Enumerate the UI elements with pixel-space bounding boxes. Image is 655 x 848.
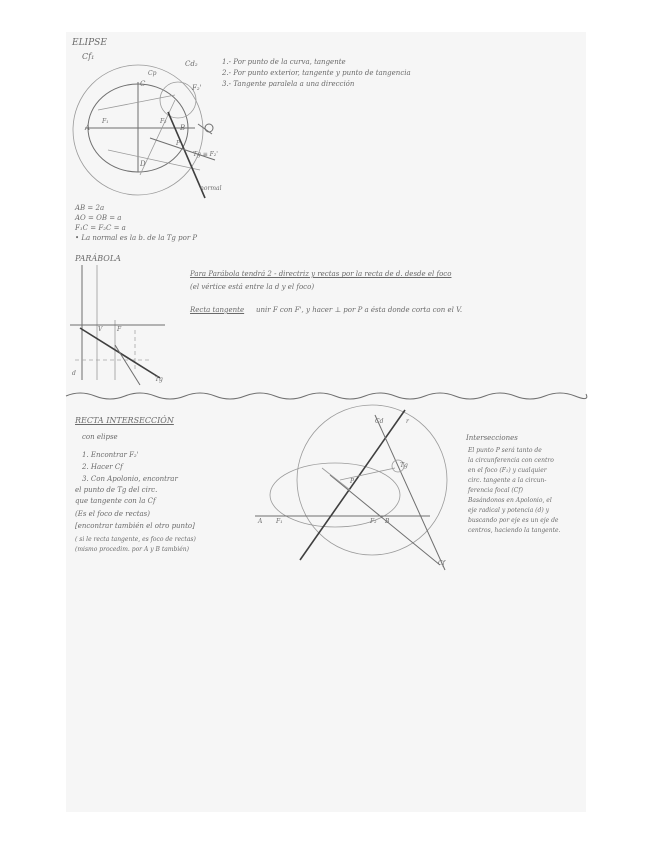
inter-label-f1: F₁ [276, 518, 283, 525]
ellipse-axis-label-cp: Cp [148, 70, 157, 77]
ellipse-note: 1.- Por punto de la curva, tangente [222, 58, 346, 66]
ellipse-circle-label: Cf₁ [82, 52, 95, 61]
ellipse-f2prime-label: F₂' [192, 84, 202, 92]
ellipse-axis-label-d: D [140, 160, 146, 168]
ellipse-axis-label-a: A [85, 124, 91, 132]
ellipse-axis-label-b: B [180, 124, 186, 132]
inter-label-cd: Cd [375, 418, 384, 425]
ellipse-axis-label-f1: F₁ [102, 118, 109, 125]
step-line: ( si le recta tangente, es foco de rectas) [75, 536, 196, 543]
ellipse-p-label: P [176, 140, 181, 147]
inter-label-r: r [406, 418, 409, 425]
intersection-right-heading: Intersecciones [466, 434, 518, 442]
right-note: ferencia focal (Cf) [468, 487, 523, 494]
right-note: en el foco (F₁) y cualquier [468, 467, 547, 474]
step-line: (Es el foco de rectas) [75, 510, 150, 518]
right-note: El punto P será tanto de [468, 447, 542, 454]
step-line: [encontrar también el otro punto] [75, 522, 195, 530]
right-note: centros, haciendo la tangente. [468, 527, 561, 534]
intersection-heading: RECTA INTERSECCIÓN [75, 416, 174, 425]
right-note: eje radical y potencia (d) y [468, 507, 549, 514]
ellipse-cd-label: Cd₂ [185, 60, 198, 68]
ellipse-note: 3.- Tangente paralela a una dirección [222, 80, 355, 88]
parabola-label-f: F [117, 326, 122, 333]
inter-label-tg: Tg [400, 462, 408, 469]
ellipse-axis-label-c: C [140, 80, 146, 88]
parabola-tangent-label: Recta tangente [190, 306, 245, 314]
step-line: 2. Hacer Cf [82, 463, 123, 471]
parabola-label-v: V [98, 326, 103, 333]
step-line: 3. Con Apolonio, encontrar [82, 475, 178, 483]
right-note: Basándonos en Apolonio, el [468, 497, 552, 504]
ellipse-note: 2.- Por punto exterior, tangente y punto de tangencia [222, 69, 411, 77]
formula-line: • La normal es la b. de la Tg por P [75, 234, 198, 242]
inter-label-a: A [258, 518, 263, 525]
parabola-label-tg: Tg [155, 376, 163, 383]
ellipse-axis-label-f2: F₂ [160, 118, 167, 125]
formula-line: AB = 2a [75, 204, 105, 212]
intersection-subheading: con elipse [82, 433, 118, 441]
right-note: circ. tangente a la circun- [468, 477, 547, 484]
right-note: la circunferencia con centro [468, 457, 554, 464]
step-line: el punto de Tg del circ. [75, 486, 158, 494]
parabola-tangent-text: unir F con F', y hacer ⊥ por P a ésta donde corta con el V. [256, 306, 463, 314]
inter-label-cf: Cf [438, 560, 445, 567]
step-line: que tangente con la Cf [75, 497, 156, 505]
step-line: 1. Encontrar F₂' [82, 451, 139, 459]
ellipse-heading: ELIPSE [72, 38, 107, 48]
step-line: (mismo procedim. por A y B también) [75, 546, 190, 553]
ellipse-normal-label: normal [200, 185, 222, 192]
parabola-label-d: d [72, 370, 76, 377]
inter-label-p: P [350, 478, 355, 485]
formula-line: F₁C = F₂C = a [75, 224, 126, 232]
formula-line: AO = OB = a [75, 214, 122, 222]
ellipse-tg-label: Tg ≡ F₂' [193, 151, 218, 158]
inter-label-f2: F₂ [370, 518, 377, 525]
parabola-heading: PARÁBOLA [75, 254, 121, 263]
right-note: buscando por eje es un eje de [468, 517, 559, 524]
inter-label-b: B [385, 518, 390, 525]
parabola-note-2: (el vértice está entre la d y el foco) [190, 283, 315, 291]
parabola-note-1: Para Parábola tendrá 2 - directriz y rectas por la recta de d. desde el foco [190, 270, 452, 278]
